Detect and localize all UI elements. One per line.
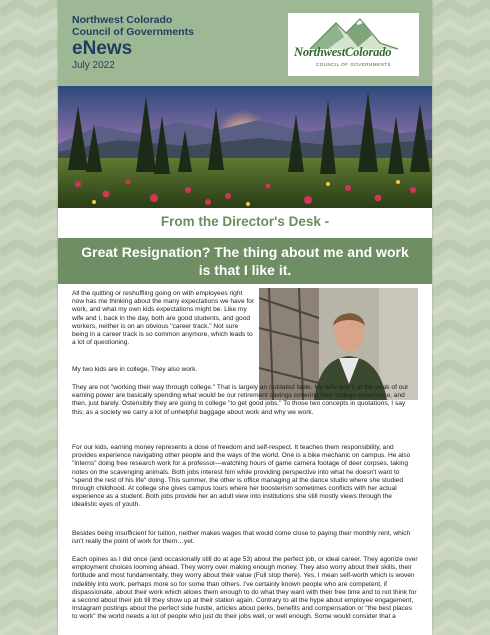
paragraph-1: All the quitting or reshuffling going on with employees right now has me thinking about the many expectations we have for work, and what my own kids expectations might be. Like my wife and I, back in the day, both are good students, and good workers, neither is on an obvious "career track." Not sure being in a career track is so common anymore, which leads to a lot of questioning. <box>72 290 255 347</box>
paragraph-4: For our kids, earning money represents a dose of freedom and self-respect. It teaches them responsibility, and provides experience navigating other people and the ways of the world. One is a bike mechanic on campus. He also "interns" doing free research work for a professor—watching hours of game camera footage of deer corpses, taking notes on the scavenging animals. Both jobs interest him while providing perspective into what he doesn't want to "spend the rest of his life" doing. This summer, the other is office managing at the dance studio where she studied through childhood. At college she gives campus tours where her boosterism sometimes conflicts with her actual experience as a student. Both jobs provide her an adult view into institutions she still mostly views through the idealistic eyes of youth. <box>72 444 411 509</box>
logo-wordmark: NorthwestColorado <box>294 45 392 59</box>
newsletter-title: eNews <box>72 38 133 59</box>
paragraph-5: Besides being insufficient for tuition, neither makes wages that would come close to paying their monthly rent, which isn't really the point of work for them…yet. <box>72 530 411 546</box>
header-text <box>72 14 202 72</box>
org-name: Northwest Colorado Council of Governments <box>72 14 194 38</box>
paragraph-3: They are not "working their way through college." That is largely an outdated fable. My wife and I, at the peak of our earning power are basically spending what would be our retirement savings covering their college experience, and then, just barely. Ostensibly they are going to college "to get good jobs." To those two concepts in quotations, I say this; as a society we carry a lot of unhelpful baggage about work and why we work. <box>72 384 409 416</box>
headline-banner: Great Resignation? The thing about me and work is that I like it. <box>58 238 432 284</box>
issue-date: July 2022 <box>72 60 115 71</box>
hero-image <box>58 86 432 208</box>
newsletter-header <box>58 0 432 86</box>
paragraph-2: My two kids are in college. They also work. <box>72 366 198 373</box>
logo-subtitle: COUNCIL OF GOVERNMENTS <box>315 62 392 67</box>
paragraph-6: Each opines as I did once (and occasionally still do at age 53) about the perfect job, or ideal career. They agonize over employment choices looming ahead. They worry over making enough money. They also worry about their skills, their fortitude and most fundamentally, they worry about their value (Full stop there). Yes, I mean self-worth which is woven indelibly into work, perhaps more so for some than others. I've certainly known people who are competent, if dispassionate, about their work which allows them enough to do what they want with their free time and to not think for a second about their job till they show up at their station again. Contrary to all the hype about employee engagement, Instagram postings about the perfect side hustle, articles about perks, benefits and compensation or "the best places to work" the world needs a lot of people who just do their jobs well, or well enough. Some would consider that a <box>72 556 418 621</box>
section-title: From the Director's Desk - <box>160 214 330 229</box>
newsletter-sheet <box>58 0 432 635</box>
nwccog-logo[interactable] <box>288 13 419 76</box>
